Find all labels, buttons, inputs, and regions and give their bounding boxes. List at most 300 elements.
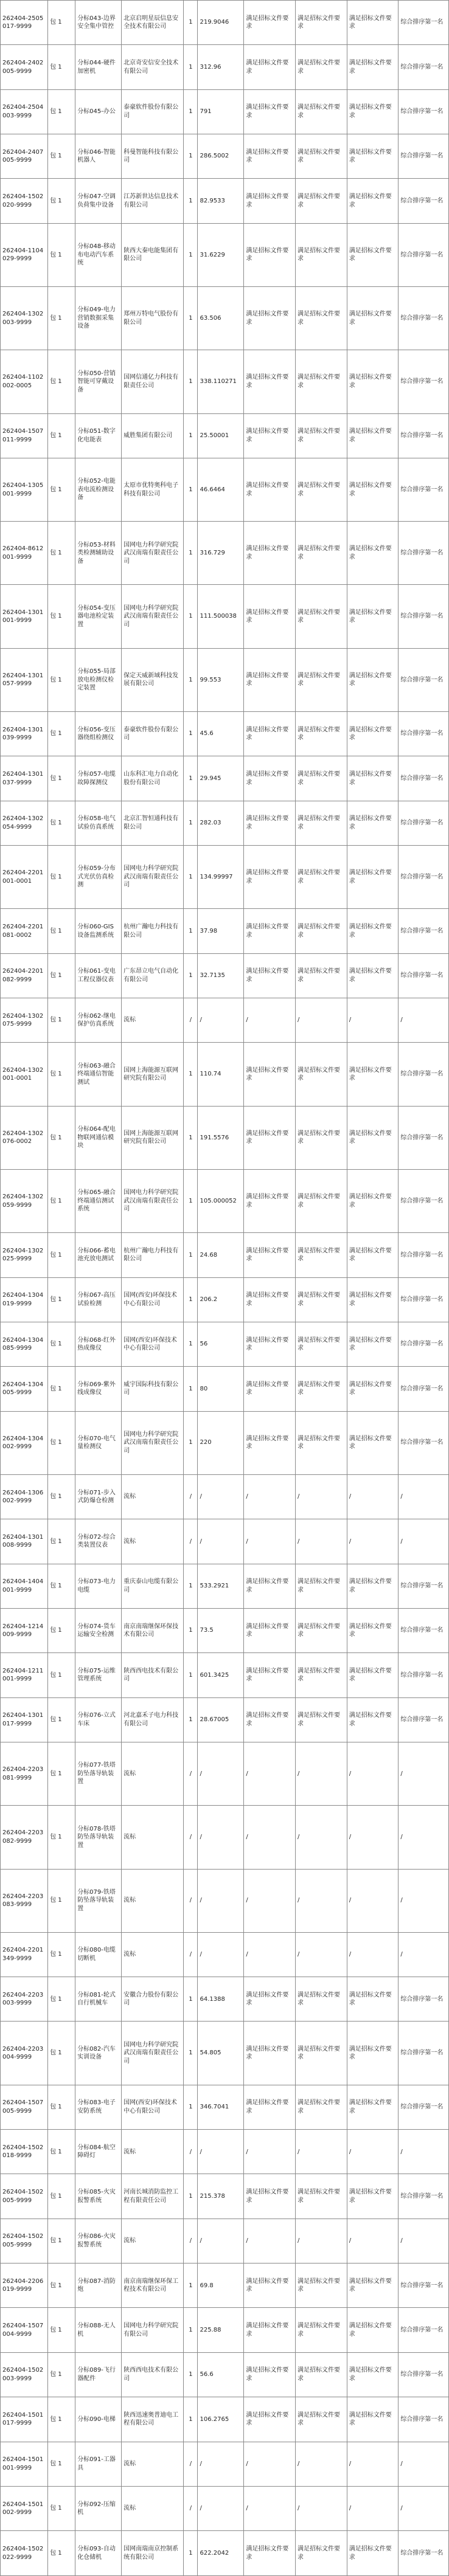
evaluation-note-3-cell: 满足招标文件要求 (347, 1277, 399, 1322)
bid-price-cell: / (198, 1742, 244, 1805)
evaluation-note-1-cell: 满足招标文件要求 (244, 134, 296, 179)
table-row (1, 223, 449, 286)
winning-bidder-cell: 国网电力科学研究院武汉南瑞有限责任公司 (122, 1169, 184, 1232)
lot-name-cell: 分标072-综合类装置仪表 (75, 1519, 122, 1564)
bid-price-cell: 110.74 (198, 1043, 244, 1106)
evaluation-note-1-cell: 满足招标文件要求 (244, 756, 296, 801)
lot-name-cell: 分标063-融合终端通信智能测试 (75, 1043, 122, 1106)
package-number-cell: 包 1 (48, 2219, 75, 2263)
table-row (1, 648, 449, 711)
table-row (1, 179, 449, 223)
table-row (1, 2130, 449, 2174)
package-number-cell: 包 1 (48, 89, 75, 134)
package-number-cell: 包 1 (48, 1233, 75, 1277)
project-code-cell: 262404-1502005-9999 (1, 2219, 48, 2263)
evaluation-note-2-cell: 满足招标文件要求 (296, 909, 347, 953)
table-row (1, 1, 449, 45)
bid-price-cell: 191.5576 (198, 1106, 244, 1169)
winning-bidder-cell: 流标 (122, 1869, 184, 1932)
winning-bidder-cell: 流标 (122, 1519, 184, 1564)
bid-price-cell: 56.6 (198, 2352, 244, 2397)
project-code-cell: 262404-1302054-9999 (1, 801, 48, 845)
table-row (1, 89, 449, 134)
evaluation-note-2-cell: 满足招标文件要求 (296, 223, 347, 286)
evaluation-note-1-cell: 满足招标文件要求 (244, 179, 296, 223)
winning-bidder-cell: 国网电力科学研究院有限公司 (122, 2308, 184, 2352)
ranking-cell: 综合排序第一名 (399, 2352, 449, 2397)
evaluation-note-1-cell: / (244, 1869, 296, 1932)
evaluation-note-3-cell: / (347, 1869, 399, 1932)
winning-bidder-cell: 国网(西安)环保技术中心有限公司 (122, 1277, 184, 1322)
ranking-cell: 综合排序第一名 (399, 2174, 449, 2219)
evaluation-note-1-cell: 满足招标文件要求 (244, 89, 296, 134)
bid-price-cell: 73.5 (198, 1608, 244, 1652)
project-code-cell: 262404-1304085-9999 (1, 1322, 48, 1366)
lot-name-cell: 分标088-无人机 (75, 2308, 122, 2352)
project-code-cell: 262404-1302025-9999 (1, 1233, 48, 1277)
evaluation-note-1-cell: 满足招标文件要求 (244, 413, 296, 458)
evaluation-note-3-cell: 满足招标文件要求 (347, 458, 399, 521)
lot-name-cell: 分标056-变压器绕组检测仪 (75, 712, 122, 756)
evaluation-note-2-cell: 满足招标文件要求 (296, 1322, 347, 1366)
evaluation-note-2-cell: 满足招标文件要求 (296, 2397, 347, 2442)
evaluation-note-2-cell: 满足招标文件要求 (296, 45, 347, 89)
table-row (1, 2486, 449, 2530)
project-code-cell: 262404-2203003-9999 (1, 1977, 48, 2022)
project-code-cell: 262404-1302075-9999 (1, 998, 48, 1043)
evaluation-note-1-cell: 满足招标文件要求 (244, 953, 296, 998)
table-row (1, 756, 449, 801)
package-number-cell: 包 1 (48, 1697, 75, 1742)
quantity-cell: 1 (184, 287, 198, 350)
table-row (1, 522, 449, 585)
ranking-cell: 综合排序第一名 (399, 522, 449, 585)
lot-name-cell: 分标066-蓄电池充放电测试 (75, 1233, 122, 1277)
table-row (1, 1869, 449, 1932)
evaluation-note-2-cell: 满足招标文件要求 (296, 801, 347, 845)
quantity-cell: 1 (184, 2085, 198, 2129)
quantity-cell: 1 (184, 223, 198, 286)
quantity-cell: / (184, 998, 198, 1043)
quantity-cell: 1 (184, 712, 198, 756)
evaluation-note-3-cell: 满足招标文件要求 (347, 1977, 399, 2022)
package-number-cell: 包 1 (48, 134, 75, 179)
table-row (1, 2085, 449, 2129)
project-code-cell: 262404-2206019-9999 (1, 2263, 48, 2308)
project-code-cell: 262404-2201001-0001 (1, 846, 48, 909)
ranking-cell: 综合排序第一名 (399, 1653, 449, 1697)
winning-bidder-cell: 国网(西安)环保技术中心有限公司 (122, 1322, 184, 1366)
lot-name-cell: 分标075-运维管理系统 (75, 1653, 122, 1697)
ranking-cell: 综合排序第一名 (399, 846, 449, 909)
winning-bidder-cell: 国网电力科学研究院武汉南瑞有限责任公司 (122, 846, 184, 909)
winning-bidder-cell: 国网南瑞南京控制系统有限公司 (122, 2531, 184, 2576)
evaluation-note-1-cell: 满足招标文件要求 (244, 2085, 296, 2129)
project-code-cell: 262404-1501001-9999 (1, 2442, 48, 2486)
project-code-cell: 262404-2201082-9999 (1, 953, 48, 998)
bid-price-cell: 338.110271 (198, 350, 244, 413)
ranking-cell: 综合排序第一名 (399, 1564, 449, 1608)
bid-price-cell: 533.2921 (198, 1564, 244, 1608)
table-row (1, 1411, 449, 1474)
evaluation-note-1-cell: 满足招标文件要求 (244, 1, 296, 45)
table-row (1, 350, 449, 413)
winning-bidder-cell: 保定天威新域科技发展有限公司 (122, 648, 184, 711)
ranking-cell: 综合排序第一名 (399, 1277, 449, 1322)
table-row (1, 1608, 449, 1652)
quantity-cell: / (184, 1742, 198, 1805)
lot-name-cell: 分标059-分布式光伏仿真检测 (75, 846, 122, 909)
lot-name-cell: 分标085-火灾报警系统 (75, 2174, 122, 2219)
evaluation-note-3-cell: 满足招标文件要求 (347, 953, 399, 998)
quantity-cell: 1 (184, 134, 198, 179)
project-code-cell: 262404-1304002-9999 (1, 1411, 48, 1474)
winning-bidder-cell: 威胜集团有限公司 (122, 413, 184, 458)
lot-name-cell: 分标092-压缩机 (75, 2486, 122, 2530)
winning-bidder-cell: 流标 (122, 2219, 184, 2263)
quantity-cell: 1 (184, 2308, 198, 2352)
evaluation-note-3-cell: 满足招标文件要求 (347, 1322, 399, 1366)
winning-bidder-cell: 泰豪软件股份有限公司 (122, 89, 184, 134)
table-row (1, 2219, 449, 2263)
evaluation-note-2-cell: 满足招标文件要求 (296, 2174, 347, 2219)
project-code-cell: 262404-2505017-9999 (1, 1, 48, 45)
evaluation-note-2-cell: 满足招标文件要求 (296, 712, 347, 756)
quantity-cell: 1 (184, 801, 198, 845)
package-number-cell: 包 1 (48, 1322, 75, 1366)
evaluation-note-3-cell: / (347, 1474, 399, 1519)
quantity-cell: / (184, 1519, 198, 1564)
evaluation-note-3-cell: 满足招标文件要求 (347, 1043, 399, 1106)
quantity-cell: 1 (184, 1608, 198, 1652)
evaluation-note-3-cell: 满足招标文件要求 (347, 179, 399, 223)
winning-bidder-cell: 国网上海能源互联网研究院有限公司 (122, 1106, 184, 1169)
quantity-cell: 1 (184, 953, 198, 998)
ranking-cell: 综合排序第一名 (399, 712, 449, 756)
project-code-cell: 262404-1301037-9999 (1, 756, 48, 801)
evaluation-note-3-cell: 满足招标文件要求 (347, 522, 399, 585)
lot-name-cell: 分标044-硬件加密机 (75, 45, 122, 89)
lot-name-cell: 分标061-变电工程仪器仪表 (75, 953, 122, 998)
package-number-cell: 包 1 (48, 458, 75, 521)
ranking-cell: 综合排序第一名 (399, 223, 449, 286)
winning-bidder-cell: 国网电力科学研究院武汉南瑞有限责任公司 (122, 522, 184, 585)
bid-price-cell: 28.67005 (198, 1697, 244, 1742)
package-number-cell: 包 1 (48, 1806, 75, 1869)
lot-name-cell: 分标076-立式车床 (75, 1697, 122, 1742)
package-number-cell: 包 1 (48, 1043, 75, 1106)
evaluation-note-3-cell: 满足招标文件要求 (347, 2308, 399, 2352)
bid-price-cell: 215.378 (198, 2174, 244, 2219)
bid-price-cell: 64.1388 (198, 1977, 244, 2022)
bid-price-cell: 219.9046 (198, 1, 244, 45)
winning-bidder-cell: 南京南瑞继保环保技术有限公司 (122, 1608, 184, 1652)
lot-name-cell: 分标051-数字化电能表 (75, 413, 122, 458)
lot-name-cell: 分标081-轮式自行机械车 (75, 1977, 122, 2022)
table-row (1, 45, 449, 89)
package-number-cell: 包 1 (48, 287, 75, 350)
quantity-cell: 1 (184, 350, 198, 413)
project-code-cell: 262404-1507005-9999 (1, 2085, 48, 2129)
bid-price-cell: 24.68 (198, 1233, 244, 1277)
quantity-cell: / (184, 2442, 198, 2486)
project-code-cell: 262404-1302003-9999 (1, 287, 48, 350)
project-code-cell: 262404-1502018-9999 (1, 2130, 48, 2174)
lot-name-cell: 分标071-步入式防爆仓检测 (75, 1474, 122, 1519)
winning-bidder-cell: 流标 (122, 2442, 184, 2486)
evaluation-note-2-cell: 满足招标文件要求 (296, 1697, 347, 1742)
ranking-cell: 综合排序第一名 (399, 756, 449, 801)
table-row (1, 2308, 449, 2352)
ranking-cell: / (399, 1806, 449, 1869)
bid-price-cell: 99.553 (198, 648, 244, 711)
ranking-cell: 综合排序第一名 (399, 1367, 449, 1411)
table-row (1, 998, 449, 1043)
evaluation-note-1-cell: 满足招标文件要求 (244, 1169, 296, 1232)
package-number-cell: 包 1 (48, 1653, 75, 1697)
ranking-cell: / (399, 2130, 449, 2174)
table-row (1, 1169, 449, 1232)
project-code-cell: 262404-1502022-9999 (1, 2531, 48, 2576)
quantity-cell: 1 (184, 1411, 198, 1474)
project-code-cell: 262404-2504003-9999 (1, 89, 48, 134)
winning-bidder-cell: 流标 (122, 1742, 184, 1805)
evaluation-note-3-cell: 满足招标文件要求 (347, 1608, 399, 1652)
winning-bidder-cell: 流标 (122, 1932, 184, 1977)
evaluation-note-3-cell: / (347, 2486, 399, 2530)
bid-price-cell: 37.98 (198, 909, 244, 953)
evaluation-note-1-cell: 满足招标文件要求 (244, 801, 296, 845)
evaluation-note-1-cell: 满足招标文件要求 (244, 846, 296, 909)
winning-bidder-cell: 国网(西安)环保技术中心有限公司 (122, 2085, 184, 2129)
quantity-cell: 1 (184, 1367, 198, 1411)
evaluation-note-2-cell: 满足招标文件要求 (296, 1169, 347, 1232)
ranking-cell: 综合排序第一名 (399, 1411, 449, 1474)
bid-price-cell: 32.7135 (198, 953, 244, 998)
winning-bidder-cell: 南京南瑞继保环保工程技术有限公司 (122, 2263, 184, 2308)
bid-price-cell: 45.6 (198, 712, 244, 756)
evaluation-note-1-cell: 满足招标文件要求 (244, 2352, 296, 2397)
winning-bidder-cell: 江苏新世达信息技术有限公司 (122, 179, 184, 223)
quantity-cell: 1 (184, 458, 198, 521)
evaluation-note-2-cell: 满足招标文件要求 (296, 2263, 347, 2308)
evaluation-note-2-cell: 满足招标文件要求 (296, 2308, 347, 2352)
table-row (1, 1977, 449, 2022)
winning-bidder-cell: 杭州广瀚电力科技有限公司 (122, 909, 184, 953)
quantity-cell: 1 (184, 1233, 198, 1277)
quantity-cell: / (184, 2486, 198, 2530)
evaluation-note-2-cell: / (296, 2219, 347, 2263)
ranking-cell: 综合排序第一名 (399, 89, 449, 134)
table-row (1, 1742, 449, 1805)
quantity-cell: / (184, 1474, 198, 1519)
ranking-cell: 综合排序第一名 (399, 287, 449, 350)
project-code-cell: 262404-1306002-9999 (1, 1474, 48, 1519)
lot-name-cell: 分标046-智能机器人 (75, 134, 122, 179)
quantity-cell: 1 (184, 1977, 198, 2022)
quantity-cell: 1 (184, 2352, 198, 2397)
bid-price-cell: / (198, 2130, 244, 2174)
table-row (1, 1322, 449, 1366)
evaluation-note-2-cell: 满足招标文件要求 (296, 1564, 347, 1608)
quantity-cell: 1 (184, 2174, 198, 2219)
ranking-cell: 综合排序第一名 (399, 413, 449, 458)
package-number-cell: 包 1 (48, 2531, 75, 2576)
quantity-cell: 1 (184, 1277, 198, 1322)
evaluation-note-3-cell: 满足招标文件要求 (347, 413, 399, 458)
bid-price-cell: / (198, 2442, 244, 2486)
evaluation-note-3-cell: / (347, 2130, 399, 2174)
evaluation-note-1-cell: 满足招标文件要求 (244, 2531, 296, 2576)
project-code-cell: 262404-1304005-9999 (1, 1367, 48, 1411)
package-number-cell: 包 1 (48, 1411, 75, 1474)
table-row (1, 287, 449, 350)
quantity-cell: 1 (184, 89, 198, 134)
ranking-cell: 综合排序第一名 (399, 1977, 449, 2022)
evaluation-note-2-cell: 满足招标文件要求 (296, 846, 347, 909)
evaluation-note-3-cell: / (347, 1742, 399, 1805)
ranking-cell: / (399, 1519, 449, 1564)
quantity-cell: / (184, 2130, 198, 2174)
lot-name-cell: 分标055-局部放电检测仪检定装置 (75, 648, 122, 711)
evaluation-note-1-cell: 满足招标文件要求 (244, 1233, 296, 1277)
quantity-cell: 1 (184, 1653, 198, 1697)
evaluation-note-3-cell: 满足招标文件要求 (347, 846, 399, 909)
bid-price-cell: 134.99997 (198, 846, 244, 909)
lot-name-cell: 分标050-营销智能可穿戴设备 (75, 350, 122, 413)
winning-bidder-cell: 流标 (122, 1806, 184, 1869)
table-row (1, 585, 449, 648)
winning-bidder-cell: 安徽合力股份有限公司 (122, 1977, 184, 2022)
table-row (1, 2442, 449, 2486)
package-number-cell: 包 1 (48, 2442, 75, 2486)
bid-price-cell: / (198, 1806, 244, 1869)
bid-price-cell: / (198, 1474, 244, 1519)
bid-price-cell: 63.506 (198, 287, 244, 350)
table-row (1, 846, 449, 909)
package-number-cell: 包 1 (48, 1519, 75, 1564)
evaluation-note-2-cell: 满足招标文件要求 (296, 585, 347, 648)
quantity-cell: / (184, 1932, 198, 1977)
evaluation-note-1-cell: 满足招标文件要求 (244, 1653, 296, 1697)
evaluation-note-1-cell: / (244, 1474, 296, 1519)
package-number-cell: 包 1 (48, 953, 75, 998)
winning-bidder-cell: 陕西西电技术有限公司 (122, 1653, 184, 1697)
package-number-cell: 包 1 (48, 2085, 75, 2129)
project-code-cell: 262404-1104029-9999 (1, 223, 48, 286)
lot-name-cell: 分标074-货车运输安全检测 (75, 1608, 122, 1652)
evaluation-note-1-cell: 满足招标文件要求 (244, 2174, 296, 2219)
package-number-cell: 包 1 (48, 179, 75, 223)
bid-price-cell: 316.729 (198, 522, 244, 585)
lot-name-cell: 分标070-电气量检测仪 (75, 1411, 122, 1474)
project-code-cell: 262404-1507004-9999 (1, 2308, 48, 2352)
lot-name-cell: 分标047-空调负荷集中设备 (75, 179, 122, 223)
ranking-cell: 综合排序第一名 (399, 801, 449, 845)
bid-price-cell: 206.2 (198, 1277, 244, 1322)
evaluation-note-2-cell: 满足招标文件要求 (296, 350, 347, 413)
table-row (1, 2352, 449, 2397)
evaluation-note-2-cell: / (296, 2486, 347, 2530)
lot-name-cell: 分标091-工器具 (75, 2442, 122, 2486)
evaluation-note-3-cell: 满足招标文件要求 (347, 134, 399, 179)
table-row (1, 1106, 449, 1169)
evaluation-note-3-cell: / (347, 1932, 399, 1977)
package-number-cell: 包 1 (48, 2397, 75, 2442)
quantity-cell: / (184, 1806, 198, 1869)
ranking-cell: 综合排序第一名 (399, 1106, 449, 1169)
ranking-cell: / (399, 2442, 449, 2486)
lot-name-cell: 分标083-电子安防系统 (75, 2085, 122, 2129)
evaluation-note-2-cell: 满足招标文件要求 (296, 287, 347, 350)
evaluation-note-2-cell: 满足招标文件要求 (296, 1277, 347, 1322)
bid-price-cell: 46.6464 (198, 458, 244, 521)
winning-bidder-cell: 太原市优特奥科电子科技有限公司 (122, 458, 184, 521)
project-code-cell: 262404-2203081-9999 (1, 1742, 48, 1805)
evaluation-note-3-cell: / (347, 1519, 399, 1564)
lot-name-cell: 分标082-汽车实训设备 (75, 2022, 122, 2085)
quantity-cell: 1 (184, 1564, 198, 1608)
bid-price-cell: 225.88 (198, 2308, 244, 2352)
project-code-cell: 262404-1301001-9999 (1, 585, 48, 648)
evaluation-note-2-cell: 满足招标文件要求 (296, 458, 347, 521)
winning-bidder-cell: 北京汇智恒通科技有限公司 (122, 801, 184, 845)
bid-price-cell: / (198, 2486, 244, 2530)
quantity-cell: 1 (184, 2263, 198, 2308)
winning-bidder-cell: 河南长城消防监控工程有限责任公司 (122, 2174, 184, 2219)
lot-name-cell: 分标090-电梯 (75, 2397, 122, 2442)
lot-name-cell: 分标089-飞行器配件 (75, 2352, 122, 2397)
ranking-cell: 综合排序第一名 (399, 1, 449, 45)
evaluation-note-1-cell: 满足招标文件要求 (244, 223, 296, 286)
lot-name-cell: 分标086-火灾报警系统 (75, 2219, 122, 2263)
lot-name-cell: 分标048-移动布电动汽车系统 (75, 223, 122, 286)
bid-price-cell: 25.50001 (198, 413, 244, 458)
project-code-cell: 262404-1304019-9999 (1, 1277, 48, 1322)
package-number-cell: 包 1 (48, 2486, 75, 2530)
evaluation-note-3-cell: 满足招标文件要求 (347, 1564, 399, 1608)
evaluation-note-1-cell: 满足招标文件要求 (244, 712, 296, 756)
evaluation-note-1-cell: 满足招标文件要求 (244, 1043, 296, 1106)
package-number-cell: 包 1 (48, 223, 75, 286)
evaluation-note-3-cell: 满足招标文件要求 (347, 1653, 399, 1697)
table-row (1, 1564, 449, 1608)
project-code-cell: 262404-1102002-0005 (1, 350, 48, 413)
quantity-cell: 1 (184, 1322, 198, 1366)
lot-name-cell: 分标058-电气试验仿真系统 (75, 801, 122, 845)
lot-name-cell: 分标080-电缆切断机 (75, 1932, 122, 1977)
project-code-cell: 262404-1502005-9999 (1, 2174, 48, 2219)
bid-price-cell: 286.5002 (198, 134, 244, 179)
evaluation-note-1-cell: 满足招标文件要求 (244, 1977, 296, 2022)
winning-bidder-cell: 重庆泰山电缆有限公司 (122, 1564, 184, 1608)
package-number-cell: 包 1 (48, 1277, 75, 1322)
evaluation-note-1-cell: 满足招标文件要求 (244, 45, 296, 89)
package-number-cell: 包 1 (48, 1169, 75, 1232)
package-number-cell: 包 1 (48, 648, 75, 711)
evaluation-note-3-cell: 满足招标文件要求 (347, 1697, 399, 1742)
ranking-cell: 综合排序第一名 (399, 648, 449, 711)
evaluation-note-3-cell: 满足招标文件要求 (347, 223, 399, 286)
ranking-cell: 综合排序第一名 (399, 909, 449, 953)
bid-price-cell: 106.2765 (198, 2397, 244, 2442)
ranking-cell: 综合排序第一名 (399, 134, 449, 179)
ranking-cell: / (399, 1869, 449, 1932)
evaluation-note-2-cell: 满足招标文件要求 (296, 89, 347, 134)
evaluation-note-1-cell: 满足招标文件要求 (244, 909, 296, 953)
winning-bidder-cell: 国网信通亿力科技有限责任公司 (122, 350, 184, 413)
bid-price-cell: / (198, 998, 244, 1043)
